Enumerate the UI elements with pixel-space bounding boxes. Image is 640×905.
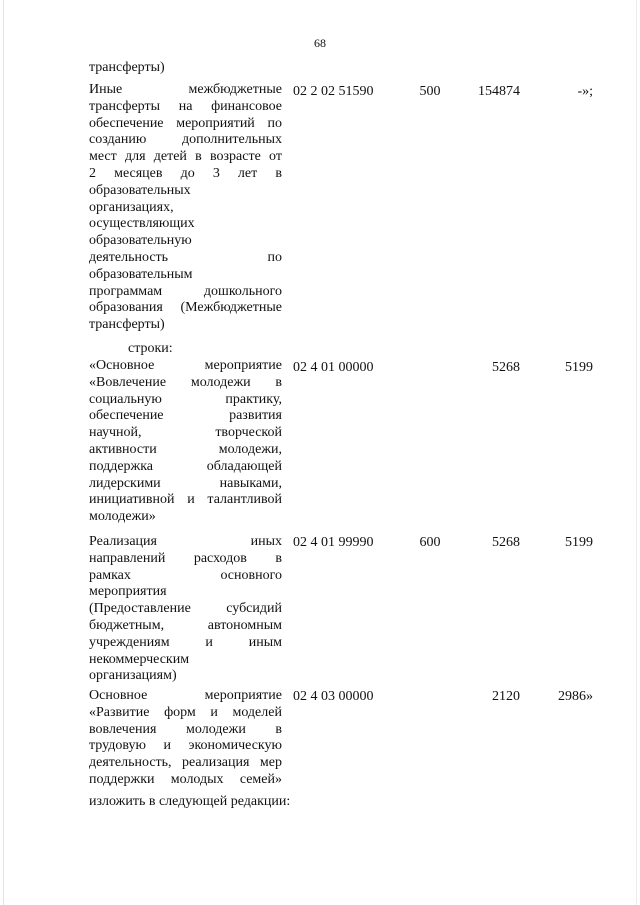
description-word: образовательным [89, 266, 193, 282]
description-word: вовлечения [89, 721, 157, 737]
description-word: Реализация [89, 534, 157, 549]
description-word: поддержки [89, 771, 155, 787]
description-line [89, 534, 282, 551]
description-word: финансовое [211, 98, 282, 114]
description-line [89, 200, 282, 217]
description-word: программам [89, 283, 163, 299]
description-line [89, 425, 282, 442]
description-word: созданию [89, 132, 147, 148]
description-line [89, 233, 282, 250]
description-word: организациях, [89, 199, 174, 215]
row-amount-2: 2986» [558, 689, 593, 704]
description-word: для [124, 149, 146, 165]
row-amount-1: 5268 [492, 535, 520, 550]
description-word: мест [89, 149, 117, 165]
description-word: в [195, 149, 202, 165]
description-line [89, 149, 282, 166]
description-word: трансферты [89, 98, 161, 114]
description-word: 2 [89, 165, 96, 181]
description-word: мероприятий [176, 115, 255, 131]
description-word: трансферты) [89, 317, 165, 333]
description-word: обладающей [206, 458, 282, 474]
description-line [89, 551, 282, 568]
description-line [89, 722, 282, 739]
description-word: месяцев [114, 165, 163, 181]
description-word: «Основное [89, 358, 155, 373]
description-word: по [267, 249, 282, 265]
description-word: обеспечение [89, 115, 164, 131]
description-word: Основное [89, 688, 148, 703]
description-word: иных [250, 534, 282, 549]
description-word: молодежи» [89, 509, 156, 525]
row-code: 02 4 01 00000 [293, 360, 374, 375]
description-word: образовательных [89, 182, 191, 198]
description-word: мер [259, 755, 282, 771]
description-word: «Вовлечение [89, 374, 167, 390]
scan-edge-right [636, 0, 637, 905]
description-word: в [275, 721, 282, 737]
description-word: моделей [232, 704, 282, 720]
continuation-text: трансферты) [89, 60, 165, 75]
row-code: 02 4 03 00000 [293, 689, 374, 704]
description-word: семей» [239, 771, 282, 787]
page-number: 68 [314, 36, 326, 50]
description-word: в [275, 550, 282, 566]
description-word: некоммерческим [89, 651, 190, 667]
description-word: форм [164, 704, 196, 720]
description-word: (Предоставление [89, 601, 191, 617]
description-line [89, 738, 282, 755]
description-word: талантливой [207, 492, 282, 508]
description-word: рамках [89, 567, 131, 583]
description-word: бюджетным, [89, 617, 165, 633]
description-line [89, 584, 282, 601]
scan-edge-left [3, 0, 4, 905]
description-line [89, 82, 282, 99]
description-word: в [275, 165, 282, 181]
description-word: организациям) [89, 668, 177, 684]
description-line [89, 618, 282, 635]
description-line [89, 772, 282, 789]
description-line [89, 476, 282, 493]
description-line [89, 509, 282, 526]
description-word: на [178, 98, 193, 114]
description-word: и [163, 738, 171, 754]
description-word: до [180, 165, 195, 181]
description-line [89, 755, 282, 772]
description-line [89, 317, 282, 334]
description-line [89, 408, 282, 425]
row-amount-2: -»; [577, 84, 593, 99]
description-line [89, 183, 282, 200]
description-word: творческой [215, 425, 282, 441]
description-word: от [269, 149, 282, 165]
description-word: и [187, 492, 195, 508]
description-word: инициативной [89, 492, 175, 508]
description-line [89, 375, 282, 392]
description-word: деятельность [89, 249, 169, 265]
description-word: лидерскими [89, 475, 161, 491]
description-line [89, 132, 282, 149]
description-word: образовательную [89, 233, 192, 249]
description-word: направлений [89, 550, 166, 566]
description-word: трудовую [89, 738, 146, 754]
description-line [89, 459, 282, 476]
description-line [89, 358, 282, 375]
description-line [89, 705, 282, 722]
description-line [89, 568, 282, 585]
description-word: учреждениям [89, 634, 170, 650]
description-line [89, 492, 282, 509]
description-line [89, 166, 282, 183]
description-word: мероприятия [89, 584, 167, 600]
description-word: практику, [225, 391, 282, 407]
description-word: (Межбюджетные [180, 300, 282, 316]
row-expense-type: 600 [419, 535, 441, 550]
row-description [89, 82, 282, 334]
description-word: и [205, 634, 213, 650]
description-word: и [210, 704, 218, 720]
description-word: расходов [193, 550, 247, 566]
row-amount-2: 5199 [565, 360, 593, 375]
description-word: 3 [212, 165, 220, 181]
description-word: возрасте [210, 149, 261, 165]
lines-label: строки: [128, 341, 173, 356]
description-word: навыками, [219, 475, 282, 491]
description-word: детей [153, 149, 187, 165]
description-line [89, 99, 282, 116]
description-word: поддержка [89, 458, 154, 474]
description-line [89, 116, 282, 133]
description-word: мероприятие [204, 358, 282, 373]
description-word: молодых [170, 771, 224, 787]
description-word: молодежи [190, 374, 251, 390]
description-word: автономным [207, 617, 282, 633]
description-word: развития [229, 408, 282, 424]
description-line [89, 284, 282, 301]
description-line [89, 267, 282, 284]
description-word: межбюджетные [188, 82, 282, 97]
description-line [89, 392, 282, 409]
description-word: социальную [89, 391, 162, 407]
row-code: 02 2 02 51590 [293, 84, 374, 99]
description-word: реализация [182, 755, 250, 771]
row-description [89, 358, 282, 526]
description-line [89, 688, 282, 705]
description-word: «Развитие [89, 704, 150, 720]
description-word: обеспечение [89, 408, 164, 424]
description-word: Иные [89, 82, 123, 97]
description-word: дошкольного [203, 283, 282, 299]
row-code: 02 4 01 99990 [293, 535, 374, 550]
description-line [89, 601, 282, 618]
description-word: мероприятие [204, 688, 282, 703]
description-word: активности [89, 441, 157, 457]
description-word: осуществляющих [89, 216, 195, 232]
row-expense-type: 500 [419, 84, 441, 99]
row-description [89, 688, 282, 789]
description-word: по [267, 115, 282, 131]
row-amount-1: 5268 [492, 360, 520, 375]
description-line [89, 635, 282, 652]
description-line [89, 300, 282, 317]
description-word: лет [237, 165, 258, 181]
row-amount-1: 154874 [478, 84, 520, 99]
description-word: иным [248, 634, 282, 650]
description-line [89, 442, 282, 459]
description-word: основного [220, 567, 282, 583]
description-line [89, 216, 282, 233]
description-line [89, 250, 282, 267]
description-word: в [275, 374, 282, 390]
description-word: молодежи, [218, 441, 282, 457]
closing-text: изложить в следующей редакции: [89, 794, 291, 809]
row-description [89, 534, 282, 685]
description-word: научной, [89, 425, 142, 441]
description-word: дополнительных [181, 132, 282, 148]
row-amount-2: 5199 [565, 535, 593, 550]
description-word: субсидий [226, 601, 282, 617]
description-word: образования [89, 300, 163, 316]
row-amount-1: 2120 [492, 689, 520, 704]
description-line [89, 652, 282, 669]
description-word: экономическую [188, 738, 282, 754]
description-line [89, 668, 282, 685]
description-word: молодежи [186, 721, 246, 737]
description-word: деятельность, [89, 755, 172, 771]
